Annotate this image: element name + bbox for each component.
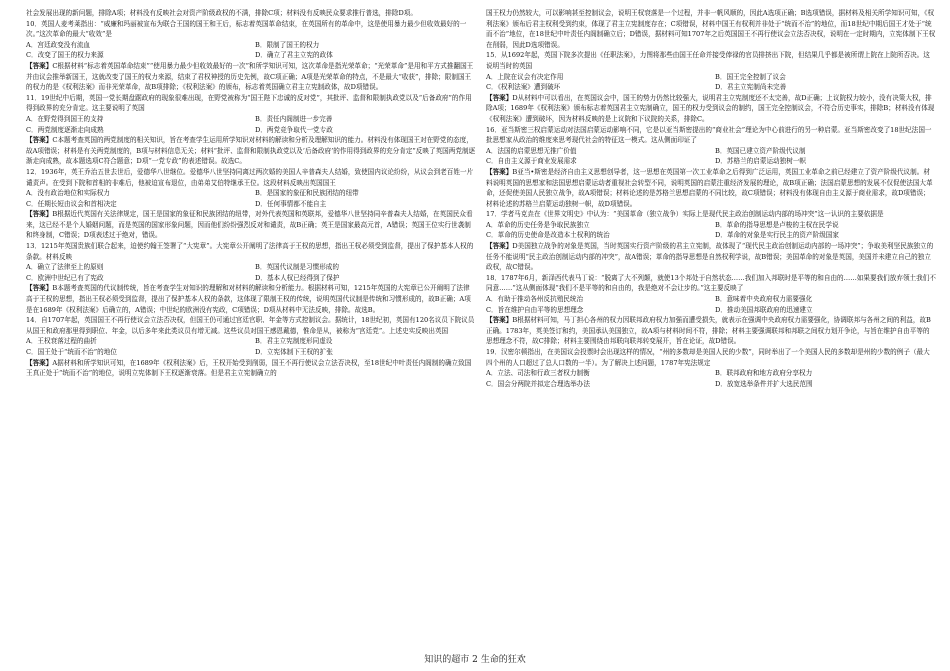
answer-label: 【答案】	[486, 242, 513, 251]
q10-option-a: A．宫廷政变没有流血	[26, 40, 91, 49]
q17-answer-text: D美国独立战争的对象是英国，当时英国实行资产阶级的君主立宪制，故体现了“现代民主政治创制运动内部的一场冲突”；争取美利坚民族独立的任务不能说明“民主政治创制运动内部的冲突”，故A错误；革命的指导思想是自然权利学说，故B错误；美国革命的对象是英国，美国并未建立自己的独立政权，故C错误。	[486, 242, 934, 272]
question-12-options	[26, 188, 476, 209]
q13-option-d: D．基本人权已经得到了保护	[255, 273, 340, 282]
q16-option-a: A．法国的启蒙思想无推广价值	[486, 146, 577, 155]
question-14-stem: 14．自1707年起，英国国王不再行使议会立法否决权，但国王仍可通过宫廷官职、年金等方式控制议会。据统计，18世纪初，英国有120名议员下院议员从国王和政府那里得到职位、年金，以后多年来此类议员有增无减。这些议员对国王感恩戴德，惟命是从，被称为“宫廷党”。上述史实反映出英国	[26, 316, 475, 335]
q17-option-b: B．革命的指导思想是卢梭的主权在民学说	[715, 220, 839, 229]
answer-label: 【答案】	[26, 210, 53, 219]
q11-answer	[26, 135, 476, 167]
q10-option-b: B．限制了国王的权力	[255, 40, 320, 49]
q15-option-d: D．君主立宪制尚未完善	[715, 83, 787, 92]
q18-option-d: D．推动美国邦联政府的迅速建立	[715, 305, 813, 314]
question-10-stem: 10．英国人麦考莱指出：“威廉和玛丽被宣布为联合王国的国王和王后，标志着英国革命结束，在英国所有的革命中，这是使用暴力最少但收效最好的一次。”这次革命的最大“收效”是	[26, 19, 467, 39]
question-18-options	[486, 294, 936, 315]
q14-answer-text: A据材料和所学知识可知，在1689年《权利法案》后，王权开始受到削弱，国王不再行使议会立法否决权，至18世纪中叶责任内阁制的确立致国王真正处于“统而不治”的地位，说明立宪体制下王权逐渐衰落。但是君主立宪制确立的	[26, 358, 472, 378]
q19-option-a: A．立法、司法和行政三者权力制衡	[486, 369, 590, 378]
q10-answer	[26, 61, 476, 93]
question-15-options	[486, 72, 936, 93]
q19-option-d: D．放宽选举条件并扩大选民范围	[715, 379, 813, 388]
q13-option-c: C．欧洲中世纪已有了宪政	[26, 273, 104, 282]
q12-option-d: D．任何事情都不能自主	[255, 199, 327, 208]
q10-option-d: D．确立了君主立宪的政体	[255, 51, 333, 60]
intro-text: 社会发展出现的新问题，排除A项；材料没有反映社会对资产阶级政权的不满，排除C项；材料没有反映民众要求推行普选，排除D项。	[26, 9, 417, 17]
answer-label: 【答案】	[486, 93, 513, 102]
q13-option-a: A．确立了法律至上的原则	[26, 263, 104, 272]
q13-answer	[26, 283, 476, 315]
answer-label: 【答案】	[26, 61, 53, 70]
question-19-stem: 19．汉密尔顿指出，在美国议会投票时会出现这样的情况，“州的多数却是美国人民的少数”，同时举出了一个美国人民的多数却是州的少数的例子（最大四个州的人口超过了总人口数的一半）。为了解决上述问题，1787年宪法规定	[486, 348, 930, 367]
q10-answer-text: C根据材料“标志着英国革命结束”“使用暴力最少但收效最好的一次”和所学知识可知，这次革命是指光荣革命；“光荣革命”是用和平方式推翻国王并由议会推举新国王，这就改变了国王的权力来源，结束了君权神授的历史先例，故C项正确；A项是光荣革命的特点，不是最大“收获”，排除；限制国王的权力的是《权利法案》而非光荣革命，故B项排除；《权利法案》的颁布，标志着英国确立君主立宪制政体，故D项错误。	[26, 61, 474, 92]
q18-answer	[486, 315, 936, 347]
q11-option-b: B．责任内阁制进一步完善	[255, 114, 333, 123]
q14-option-b: B．君主立宪制度形同虚设	[255, 337, 333, 346]
question-17-options	[486, 220, 936, 241]
question-10-options	[26, 40, 476, 61]
q18-option-a: A．有助于推动各州反抗殖民统治	[486, 295, 584, 304]
question-16-options	[486, 146, 936, 167]
question-12-stem: 12．1936年，英王乔治五世去世后，爱德华八世继位。爱德华八世坚持同离过两次婚的美国人辛普森夫人结婚，致使国内议论纷纷，从议会到老百姓一片谴责声。在受到下院和首相的非难后，他被迫宣布退位，由弟弟艾伯特继承王位。这段材料反映出英国国王	[26, 167, 474, 187]
q17-option-c: C．革命的历史使命是改造本土权利的统治	[486, 231, 610, 240]
answer-label: 【答案】	[486, 167, 513, 176]
q18-option-c: C．旨在维护自由平等的思想理念	[486, 305, 584, 314]
question-13-stem: 13．1215年英国贵族们联合起来，迫使约翰王签署了“大宪章”。大宪章公开阐明了法律高于王权的思想，指出王权必须受到监督，提出了保护基本人权的条款。材料反映	[26, 242, 474, 261]
q16-answer	[486, 167, 936, 209]
q12-answer-text: B根据近代英国有关法律规定，国王是国家的象征和民族团结的纽带，对外代表英国和英联邦，爱德华八世坚持同辛普森夫人结婚，在英国民众看来，这已经不是个人婚姻问题，而是英国的国家形象问题，因而他们纷纷强烈反对和谴责，故B正确；英王是国家最高元首，A错误；英国王位实行世袭制和终身制，C错误；D项表述过于绝对，错误。	[26, 210, 473, 240]
q14-option-d: D．立宪体制下王权的扩张	[255, 348, 333, 356]
q11-option-a: A．在野党得到国王的支持	[26, 114, 104, 123]
q15-option-c: C．《权利法案》遭到破坏	[486, 83, 561, 92]
q13-answer-text: B本题考查英国的代议制传统，旨在考查学生对知识的理解和对材料的解读和分析能力。根据材料可知，1215年英国的大宪章已公开阐明了法律高于王权的思想，指出王权必须受到监督，提出了保护基本人权的条款，这体现了限制王权的传统，说明英国代议制是传统和习惯形成的，故B正确；A项是在1689年《权利法案》后确立的，A错误；中世纪的欧洲没有宪政，C项错误；D项从材料中无法反映，排除。故选B。	[26, 284, 471, 314]
q15-answer-text: D从材料中可以看出，在英国议会中，国王的势力仍然比较强大，说明君主立宪制度还不太完善，故D正确；上议院权力较小，没有决策大权，排除A项；1689年《权利法案》颁布标志着英国君主立宪制确立，国王的权力受到议会的制约，国王完全控制议会，不符合历史事实，排除B；材料没有体现《权利法案》遭到破坏，因为材料反映的是上议院和下议院的关系，排除C。	[486, 93, 935, 123]
question-16-stem: 16．亚当斯密三权启蒙运动对法国启蒙运动影响不同，它是以亚当斯密提出的“商业社会”理论为中心前进行的另一种启蒙。亚当斯密改变了18世纪法国一批思想家从政治的维度来思考现代社会的特征这一模式。这从侧面印证了	[486, 125, 932, 145]
answer-label: 【答案】	[486, 316, 513, 325]
q18-answer-text: B根据材料可知，马丁担心各州的权力因联邦政府权力加强而遭受损失，就表示在强调中央政府权力需要强化，协调联邦与各州之间的利益，故B正确。1783年，英美签订和约，美国承认美国独立，故A项与材料时间不符，排除；材料主要强调联邦和邦联之间权力划开争论，与旨在维护自由平等的思想理念不符，故C排除；材料主要围绕由邦联向联邦转变展开，旨在论证，故D错误。	[486, 316, 931, 346]
q12-option-b: B．是国家的象征和民族团结的纽带	[255, 189, 359, 198]
q18-option-b: B．意味着中央政府权力需要强化	[715, 295, 813, 304]
q11-answer-text: C本题考查英国的两党制度的相关知识，旨在考查学生运用所学知识对材料的解读和分析及理解知识的能力。材料没有体现国王对在野党的态度，故A项错误；材料是有关两党制度的，B项与材料信息无关；材料“批评、监督和限制执政党以及‘后备政府’的作用得到政界的充分肯定”反映了英国两党制逐渐走向成熟，故本题选项C符合题意；D项“一党专政”的表述错误。故选C。	[26, 136, 476, 166]
question-18-stem: 18．1787年6月，新泽西代表马丁说：“脱离了大不列颠，就使13个邦处于自然状态……我们加入邦联时是平等的和自由的……如果要我们放弃领土我们不同意……”这从侧面体现“我们不是平等的和自由的，我是绝对不会让步的。”这主要反映了	[486, 273, 936, 293]
q14-option-a: A．王权衰落过程的曲折	[26, 337, 97, 346]
question-13-options	[26, 262, 476, 283]
q17-option-a: A．革命的历史任务是争取民族独立	[486, 220, 590, 229]
q12-option-a: A．没有政治地位和实际权力	[26, 189, 110, 198]
question-19-options	[486, 368, 936, 389]
q14-answer	[26, 358, 476, 379]
q15-answer	[486, 93, 936, 125]
q10-option-c: C．改变了国王的权力来源	[26, 51, 104, 60]
question-11-options	[26, 114, 476, 135]
q12-option-c: C．任期长短由议会和首相决定	[26, 199, 117, 208]
answer-label: 【答案】	[26, 358, 53, 367]
left-column	[26, 8, 476, 379]
answer-label: 【答案】	[26, 284, 53, 293]
q16-option-b: B．英国已建立资产阶级代议制	[715, 146, 806, 155]
page-footer: 知识的超市 2 生命的狂欢	[424, 655, 526, 665]
q17-answer	[486, 241, 936, 273]
q16-option-c: C．自由主义源于商业发展需求	[486, 157, 577, 166]
q12-answer	[26, 209, 476, 241]
q11-option-d: D．两党竞争取代一党专政	[255, 125, 333, 134]
question-15-stem: 15．从1692年起，英国下院多次提出《任职法案》，力图将那些由国王任命并接受俸禄的官员排挤出下院，但结果几乎都是被所谓上院在上院所否决。这说明当时的英国	[486, 51, 930, 70]
q16-answer-text: B亚当•斯密是经济自由主义思想创导者，这一思想在英国第一次工业革命之后得到广泛运用，英国工业革命之前已经建立了资产阶级代议制。材料说明英国的思想家和法国思想启蒙运动者重视社会转型不同，说明英国的启蒙注重经济发展的理论，故B项正确；法国启蒙思想的发展不仅促使法国大革命，还促使美国人民独立战争，故A项错误；材料论述的是苏格兰思想启蒙的不同比较，故C项错误；材料没有体现自由主义源于商业需求，故D项错误；材料论述的苏格兰启蒙运动独树一帜，故D项错误。	[486, 167, 933, 208]
q17-option-d: D．革命的对象是实行民主的资产阶级国家	[715, 231, 839, 240]
q14-option-c: C．国王处于“统而不治”的地位	[26, 348, 117, 356]
q14-answer-continued: 国王权力仍然较大，可以影响甚至控制议会，说明王权衰落是一个过程，并非一帆风顺的，因此A选项正确；B选项错误，据材料及相关所学知识可知，《权利法案》颁布后君主权利受到约束，体现了君主立宪制度存在；C项错误，材料中国王有权利并非处于“统而不治”的地位，而18世纪中期后国王才处于“统而不治”地位，在18世纪中叶责任内阁制确立后；D错误，据材料可知1707年之后英国国王不再行使议会立法否决权，说明在一定时期内，立宪体制下王权在削弱，因此D选项错误。	[486, 9, 936, 49]
question-11-stem: 11．19世纪中后期，英国一党长期盘踞政府的现象很难出现，在野党被称为“国王陛下忠诚的反对党”，其批评、监督和限制执政党以及“后备政府”的作用得到政界的充分肯定。这主要说明了英国	[26, 93, 472, 113]
question-14-options	[26, 336, 476, 357]
q11-option-c: C．两党制度逐渐走向成熟	[26, 125, 104, 134]
q15-option-b: B．国王完全控制了议会	[715, 72, 786, 81]
q19-option-b: B．联邦政府和地方政府分享权力	[715, 369, 813, 378]
right-column	[486, 8, 936, 389]
q16-option-d: D．苏格兰的启蒙运动独树一帜	[715, 157, 807, 166]
answer-label: 【答案】	[26, 136, 53, 145]
q15-option-a: A．上院在议会有决定作用	[486, 72, 564, 81]
q13-option-b: B．英国代议制是习惯形成的	[255, 263, 339, 272]
q19-option-c: C．国会分两院并拟定合理选举办法	[486, 379, 590, 388]
question-17-stem: 17．学者马克垚在《世界文明史》中认为：“美国革命（独立战争）实际上是现代民主政治创制运动内部的场冲突”这一认识的主要依据是	[486, 210, 884, 219]
